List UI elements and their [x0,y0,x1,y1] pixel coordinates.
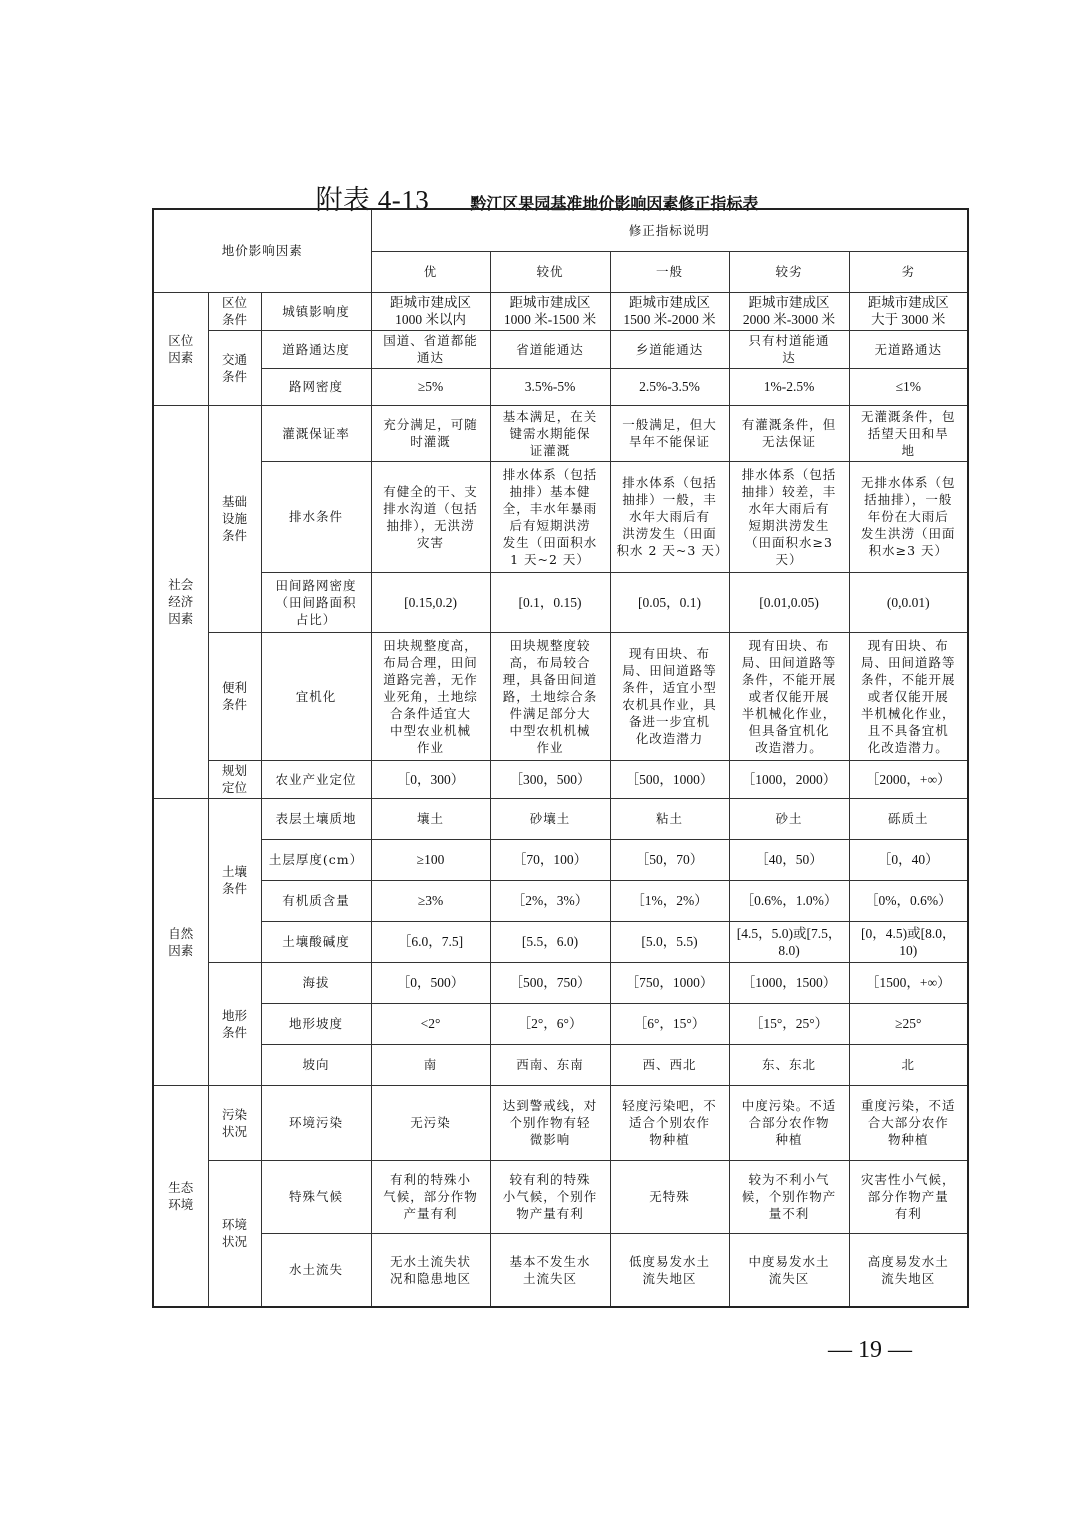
value-cell: ［6°，15°） [610,1003,729,1044]
grade-header: 一般 [610,251,729,292]
subgroup-label: 土壤 条件 [208,798,261,962]
value-cell: 北 [849,1044,968,1085]
value-cell: 西南、东南 [490,1044,610,1085]
table-number: 附表 4-13 [315,185,430,215]
value-cell: ［300，500） [490,760,610,798]
value-cell: 田块规整度高， 布局合理，田间 道路完善，无作 业死角，土地综 合条件适宜大 中型农业机械 作业 [371,632,490,760]
value-cell: 无道路通达 [849,330,968,368]
value-cell: 达到警戒线，对 个别作物有轻 微影响 [490,1085,610,1160]
value-cell: ［15°，25°） [729,1003,849,1044]
value-cell: ≥100 [371,839,490,880]
value-cell: 无灌溉条件，包 括望天田和旱 地 [849,405,968,461]
value-cell: ［0%，0.6%） [849,880,968,921]
value-cell: [0.01,0.05) [729,572,849,632]
value-cell: 距城市建成区 2000 米-3000 米 [729,292,849,330]
value-cell: 无排水体系（包 括抽排），一般 年份在大雨后 发生洪涝（田面 积水≥3 天） [849,461,968,572]
value-cell: [4.5，5.0)或[7.5， 8.0) [729,921,849,962]
value-cell: ≤1% [849,368,968,405]
value-cell: 低度易发水土 流失地区 [610,1233,729,1307]
factor-label: 表层土壤质地 [261,798,371,839]
table-row [153,1233,968,1307]
value-cell: ≥5% [371,368,490,405]
grade-header: 优 [371,251,490,292]
value-cell: 3.5%-5% [490,368,610,405]
subgroup-label: 地形 条件 [208,962,261,1085]
value-cell: 中度污染。不适 合部分农作物 种植 [729,1085,849,1160]
table-row [153,1044,968,1085]
factor-label: 道路通达度 [261,330,371,368]
value-cell: 东、东北 [729,1044,849,1085]
value-cell: [0.1，0.15) [490,572,610,632]
value-cell: 无水土流失状 况和隐患地区 [371,1233,490,1307]
table-row [153,632,968,760]
value-cell: ［1%，2%） [610,880,729,921]
table-row [153,572,968,632]
value-cell: 砂壤土 [490,798,610,839]
factor-label: 城镇影响度 [261,292,371,330]
header-explanation: 修正指标说明 [371,209,968,251]
value-cell: 有利的特殊小 气候，部分作物 产量有利 [371,1160,490,1233]
value-cell: [5.5，6.0) [490,921,610,962]
value-cell: 灾害性小气候， 部分作物产量 有利 [849,1160,968,1233]
value-cell: 距城市建成区 1000 米以内 [371,292,490,330]
group-label: 社会 经济 因素 [153,405,208,798]
factor-label: 坡向 [261,1044,371,1085]
value-cell: 无污染 [371,1085,490,1160]
table-row [153,461,968,572]
value-cell: 基本满足，在关 键需水期能保 证灌溉 [490,405,610,461]
value-cell: ［1500，+∞） [849,962,968,1003]
grade-header: 较劣 [729,251,849,292]
value-cell: [0，4.5)或[8.0， 10) [849,921,968,962]
factor-label: 特殊气候 [261,1160,371,1233]
value-cell: 西、西北 [610,1044,729,1085]
value-cell: 较有利的特殊 小气候，个别作 物产量有利 [490,1160,610,1233]
subgroup-label: 基础 设施 条件 [208,405,261,632]
header-factor: 地价影响因素 [153,209,371,292]
value-cell: 只有村道能通 达 [729,330,849,368]
value-cell: 有灌溉条件，但 无法保证 [729,405,849,461]
table-row [153,962,968,1003]
value-cell: 较为不利小气 候，个别作物产 量不利 [729,1160,849,1233]
table-row [153,760,968,798]
factor-label: 农业产业定位 [261,760,371,798]
value-cell: 壤土 [371,798,490,839]
value-cell: 排水体系（包括 抽排）一般，丰 水年大雨后有 洪涝发生（田面 积水 2 天~3 天） [610,461,729,572]
grade-header: 较优 [490,251,610,292]
table-row [153,880,968,921]
factor-label: 土壤酸碱度 [261,921,371,962]
value-cell: 田块规整度较 高，布局较合 理，具备田间道 路，土地综合条 件满足部分大 中型农机机械 作业 [490,632,610,760]
factor-label: 环境污染 [261,1085,371,1160]
table-row [153,921,968,962]
value-cell: ［0，40） [849,839,968,880]
value-cell: [0.05，0.1) [610,572,729,632]
value-cell: ［70，100） [490,839,610,880]
table-row [153,405,968,461]
value-cell: 基本不发生水 土流失区 [490,1233,610,1307]
value-cell: [5.0，5.5) [610,921,729,962]
value-cell: 1%-2.5% [729,368,849,405]
table-row [153,1085,968,1160]
header-row [153,209,968,251]
value-cell: ［0，300） [371,760,490,798]
subgroup-label: 便利 条件 [208,632,261,760]
value-cell: 国道、省道都能 通达 [371,330,490,368]
subgroup-label: 环境 状况 [208,1160,261,1307]
value-cell: 乡道能通达 [610,330,729,368]
value-cell: [0.15,0.2) [371,572,490,632]
group-label: 自然 因素 [153,798,208,1085]
group-label: 区位 因素 [153,292,208,405]
factor-label: 宜机化 [261,632,371,760]
value-cell: 砾质土 [849,798,968,839]
value-cell: 现有田块、布 局、田间道路等 条件，不能开展 或者仅能开展 半机械化作业， 且不具备宜机 化改造潜力。 [849,632,968,760]
value-cell: ［500，1000） [610,760,729,798]
value-cell: 重度污染，不适 合大部分农作 物种植 [849,1085,968,1160]
value-cell: 距城市建成区 1000 米-1500 米 [490,292,610,330]
value-cell: ［2°，6°） [490,1003,610,1044]
value-cell: ［2000，+∞） [849,760,968,798]
value-cell: 轻度污染吧，不 适合个别农作 物种植 [610,1085,729,1160]
table-row [153,798,968,839]
value-cell: 距城市建成区 大于 3000 米 [849,292,968,330]
value-cell: 高度易发水土 流失地区 [849,1233,968,1307]
factor-label: 地形坡度 [261,1003,371,1044]
subgroup-label: 污染 状况 [208,1085,261,1160]
value-cell: 省道能通达 [490,330,610,368]
value-cell: 有健全的干、支 排水沟道（包括 抽排），无洪涝 灾害 [371,461,490,572]
value-cell: 一般满足，但大 旱年不能保证 [610,405,729,461]
factor-label: 路网密度 [261,368,371,405]
value-cell: 砂土 [729,798,849,839]
factor-table [152,208,969,1308]
value-cell: 无特殊 [610,1160,729,1233]
value-cell: (0,0.01) [849,572,968,632]
value-cell: 南 [371,1044,490,1085]
factor-label: 排水条件 [261,461,371,572]
value-cell: ［1000，1500） [729,962,849,1003]
factor-label: 水土流失 [261,1233,371,1307]
grade-header: 劣 [849,251,968,292]
table-row [153,1003,968,1044]
value-cell: 粘土 [610,798,729,839]
table-row [153,292,968,330]
value-cell: ［500，750） [490,962,610,1003]
value-cell: 现有田块、布 局、田间道路等 条件，不能开展 或者仅能开展 半机械化作业， 但具备宜机化 改造潜力。 [729,632,849,760]
factor-label: 海拔 [261,962,371,1003]
table-name: 黔江区果园基准地价影响因素修正指标表 [470,194,759,213]
value-cell: ≥3% [371,880,490,921]
page-number: — 19 — [828,1337,912,1363]
value-cell: 距城市建成区 1500 米-2000 米 [610,292,729,330]
factor-label: 土层厚度(cm） [261,839,371,880]
factor-label: 灌溉保证率 [261,405,371,461]
subgroup-label: 区位 条件 [208,292,261,330]
value-cell: 排水体系（包括 抽排）较差，丰 水年大雨后有 短期洪涝发生 （田面积水≥3 天） [729,461,849,572]
value-cell: 充分满足，可随 时灌溉 [371,405,490,461]
value-cell: 2.5%-3.5% [610,368,729,405]
subgroup-label: 规划 定位 [208,760,261,798]
factor-label: 有机质含量 [261,880,371,921]
subgroup-label: 交通 条件 [208,330,261,405]
value-cell: ［6.0，7.5] [371,921,490,962]
factor-label: 田间路网密度 （田间路面积 占比） [261,572,371,632]
table-row [153,368,968,405]
value-cell: 排水体系（包括 抽排）基本健 全，丰水年暴雨 后有短期洪涝 发生（田面积水 1 天~2 天） [490,461,610,572]
value-cell: <2° [371,1003,490,1044]
group-label: 生态 环境 [153,1085,208,1307]
value-cell: 中度易发水土 流失区 [729,1233,849,1307]
value-cell: ［2%，3%） [490,880,610,921]
value-cell: ［40，50） [729,839,849,880]
value-cell: ≥25° [849,1003,968,1044]
value-cell: ［0，500） [371,962,490,1003]
value-cell: ［1000，2000） [729,760,849,798]
table-row [153,839,968,880]
value-cell: ［750，1000） [610,962,729,1003]
value-cell: ［0.6%，1.0%） [729,880,849,921]
table-row [153,330,968,368]
value-cell: 现有田块、布 局、田间道路等 条件，适宜小型 农机具作业，具 备进一步宜机 化改造潜力 [610,632,729,760]
table-row [153,1160,968,1233]
value-cell: ［50，70） [610,839,729,880]
